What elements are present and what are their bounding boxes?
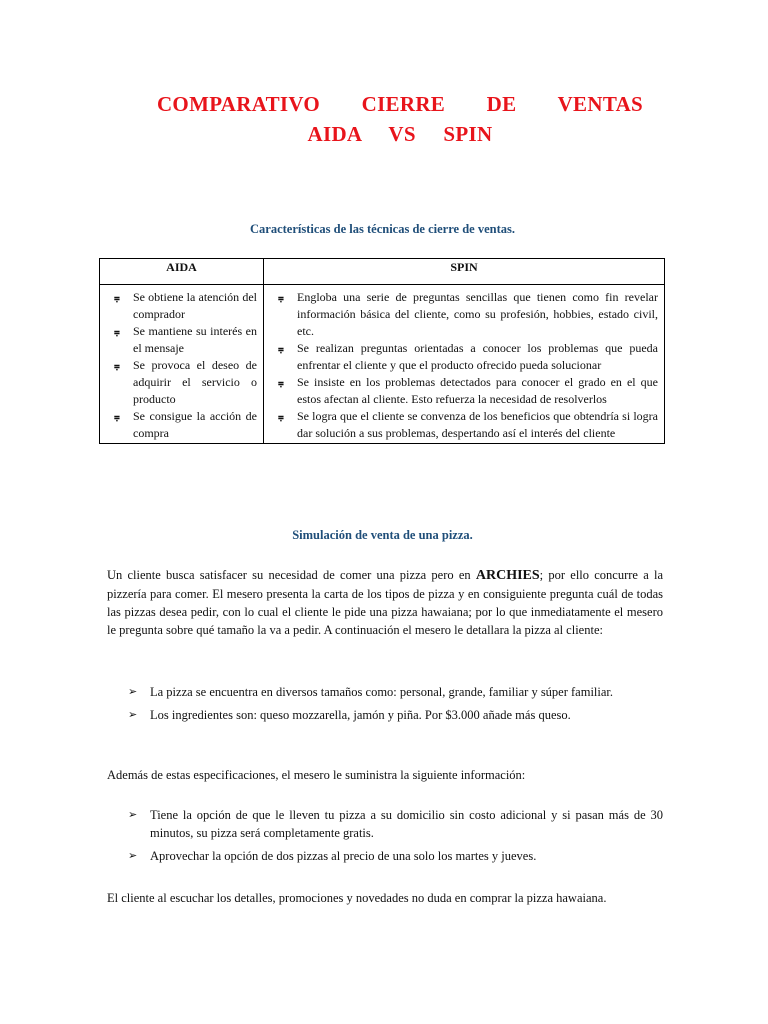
list-item-text: Aprovechar la opción de dos pizzas al precio de una solo los martes y jueves. — [150, 849, 537, 863]
list-item — [128, 806, 663, 842]
pizza-details-list — [128, 683, 663, 729]
spin-cell — [264, 285, 665, 444]
bullet-icon: ⩦ — [278, 344, 284, 355]
aida-item-text: Se provoca el deseo de adquirir el servicio o producto — [133, 358, 257, 406]
section-heading-simulation: Simulación de venta de una pizza. — [292, 528, 473, 542]
spin-item-text: Engloba una serie de preguntas sencillas que tienen como fin revelar información básica del cliente, como su profesión, hobbies, estado civil, etc. — [297, 290, 658, 338]
spin-item — [270, 374, 658, 408]
aida-item — [106, 408, 257, 442]
arrow-bullet-icon: ➢ — [128, 850, 138, 862]
arrow-bullet-icon: ➢ — [128, 809, 138, 821]
aida-list — [106, 289, 257, 442]
document-title-line-1: COMPARATIVO CIERRE DE VENTAS — [156, 92, 644, 116]
aida-item — [106, 289, 257, 323]
table-row — [100, 285, 665, 444]
comparison-table — [99, 258, 665, 444]
aida-item — [106, 323, 257, 357]
promotions-list — [128, 806, 663, 870]
spin-item-text: Se logra que el cliente se convenza de los beneficios que obtendría si logra dar solución a sus problemas, despertando así el interés del cliente — [297, 409, 658, 440]
list-item-text: La pizza se encuentra en diversos tamaños como: personal, grande, familiar y súper familiar. — [150, 685, 614, 699]
bullet-icon: ⩦ — [114, 412, 120, 423]
bullet-icon: ⩦ — [278, 412, 284, 423]
aida-item-text: Se consigue la acción de compra — [133, 409, 257, 440]
column-header-aida: AIDA — [100, 259, 264, 285]
bullet-icon: ⩦ — [114, 361, 120, 372]
spin-item-text: Se insiste en los problemas detectados para conocer el grado en el que estos afectan al cliente. Esto refuerza la necesidad de resolverlos — [297, 375, 658, 406]
intro-text-end: ; por ello concurre a la pizzería para comer. El mesero presenta la carta de los tipos de pizza y en consiguiente pregunta cuál de todas las pizzas desea pedir, con lo cual el cliente le pide una pizza hawaiana; por lo que inmediatamente el mesero le pregunta sobre qué tamaño la va a pedir. A continuación el mesero le detallara la pizza al cliente: — [107, 568, 663, 637]
list-item-text: Tiene la opción de que le lleven tu pizza a su domicilio sin costo adicional y si pasan más de 30 minutos, su pizza será completamente gratis. — [150, 808, 663, 840]
list-item-text: Los ingredientes son: queso mozzarella, jamón y piña. Por $3.000 añade más queso. — [150, 708, 571, 722]
list-item — [128, 706, 663, 724]
bullet-icon: ⩦ — [278, 293, 284, 304]
arrow-bullet-icon: ➢ — [128, 709, 138, 721]
intro-text-start: Un cliente busca satisfacer su necesidad de comer una pizza pero en — [107, 568, 476, 582]
table-header-row — [100, 259, 665, 285]
aida-cell — [100, 285, 264, 444]
aida-item — [106, 357, 257, 408]
arrow-bullet-icon: ➢ — [128, 686, 138, 698]
closing-paragraph: El cliente al escuchar los detalles, promociones y novedades no duda en comprar la pizza hawaiana. — [107, 891, 607, 905]
intro-paragraph — [107, 566, 663, 639]
spin-item — [270, 289, 658, 340]
section-heading-characteristics: Características de las técnicas de cierre de ventas. — [250, 222, 515, 236]
info-paragraph: Además de estas especificaciones, el mesero le suministra la siguiente información: — [107, 768, 526, 782]
bullet-icon: ⩦ — [114, 293, 120, 304]
column-header-spin: SPIN — [264, 259, 665, 285]
bullet-icon: ⩦ — [114, 327, 120, 338]
spin-item — [270, 340, 658, 374]
aida-item-text: Se obtiene la atención del comprador — [133, 290, 257, 321]
document-title-line-2: AIDA VS SPIN — [307, 122, 493, 146]
list-item — [128, 847, 663, 865]
spin-item-text: Se realizan preguntas orientadas a conocer los problemas que pueda enfrentar el cliente y que el producto ofrecido pueda solucionar — [297, 341, 658, 372]
spin-item — [270, 408, 658, 442]
list-item — [128, 683, 663, 701]
brand-name: ARCHIES — [475, 568, 540, 583]
spin-list — [270, 289, 658, 442]
aida-item-text: Se mantiene su interés en el mensaje — [133, 324, 257, 355]
bullet-icon: ⩦ — [278, 378, 284, 389]
